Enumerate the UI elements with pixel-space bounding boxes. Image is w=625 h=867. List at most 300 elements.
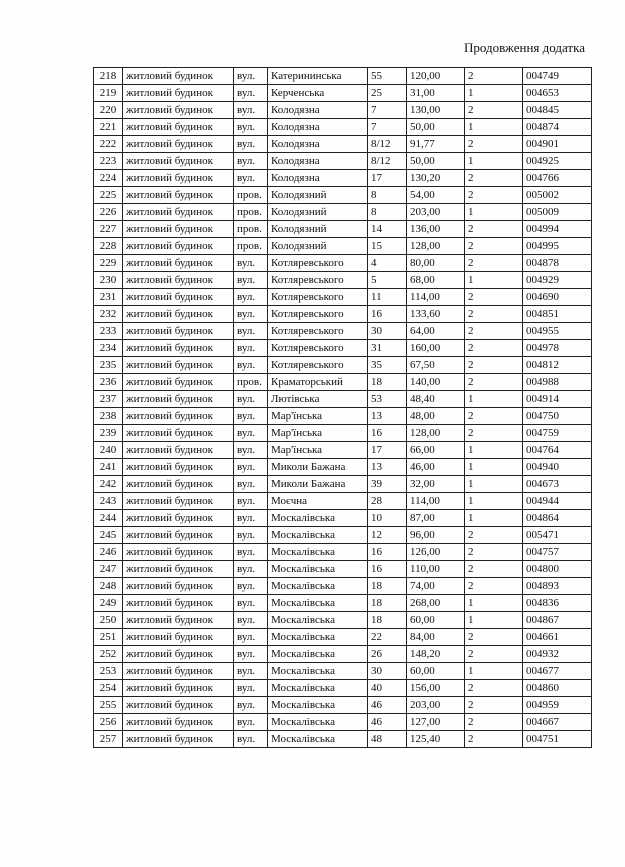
- object-type-cell: житловий будинок: [123, 544, 234, 561]
- rooms-cell: 2: [465, 102, 523, 119]
- house-number-cell: 35: [368, 357, 407, 374]
- street-type-cell: вул.: [234, 85, 268, 102]
- house-number-cell: 8/12: [368, 153, 407, 170]
- code-cell: 004764: [523, 442, 592, 459]
- table-row: [94, 408, 592, 425]
- code-cell: 004836: [523, 595, 592, 612]
- rooms-cell: 2: [465, 646, 523, 663]
- table-row: [94, 238, 592, 255]
- row-number-cell: 225: [94, 187, 123, 204]
- table-row: [94, 425, 592, 442]
- code-cell: 004766: [523, 170, 592, 187]
- house-number-cell: 28: [368, 493, 407, 510]
- object-type-cell: житловий будинок: [123, 595, 234, 612]
- street-name-cell: Москалівська: [268, 612, 368, 629]
- street-name-cell: Москалівська: [268, 544, 368, 561]
- rooms-cell: 1: [465, 459, 523, 476]
- area-cell: 91,77: [407, 136, 465, 153]
- row-number-cell: 248: [94, 578, 123, 595]
- code-cell: 004757: [523, 544, 592, 561]
- house-number-cell: 30: [368, 323, 407, 340]
- street-type-cell: пров.: [234, 374, 268, 391]
- table-row: [94, 272, 592, 289]
- street-name-cell: Колодязна: [268, 102, 368, 119]
- code-cell: 004751: [523, 731, 592, 748]
- rooms-cell: 1: [465, 85, 523, 102]
- rooms-cell: 1: [465, 153, 523, 170]
- street-name-cell: Миколи Бажана: [268, 476, 368, 493]
- street-type-cell: вул.: [234, 408, 268, 425]
- rooms-cell: 2: [465, 425, 523, 442]
- area-cell: 148,20: [407, 646, 465, 663]
- street-name-cell: Колодязна: [268, 119, 368, 136]
- code-cell: 004851: [523, 306, 592, 323]
- area-cell: 133,60: [407, 306, 465, 323]
- area-cell: 128,00: [407, 238, 465, 255]
- street-type-cell: пров.: [234, 204, 268, 221]
- street-type-cell: пров.: [234, 238, 268, 255]
- house-number-cell: 13: [368, 459, 407, 476]
- area-cell: 140,00: [407, 374, 465, 391]
- street-name-cell: Москалівська: [268, 646, 368, 663]
- code-cell: 004925: [523, 153, 592, 170]
- street-type-cell: вул.: [234, 493, 268, 510]
- object-type-cell: житловий будинок: [123, 374, 234, 391]
- area-cell: 60,00: [407, 612, 465, 629]
- house-number-cell: 8: [368, 187, 407, 204]
- rooms-cell: 2: [465, 544, 523, 561]
- area-cell: 48,40: [407, 391, 465, 408]
- street-name-cell: Миколи Бажана: [268, 459, 368, 476]
- object-type-cell: житловий будинок: [123, 697, 234, 714]
- table-body: [94, 68, 592, 748]
- street-name-cell: Котляревського: [268, 340, 368, 357]
- street-type-cell: вул.: [234, 646, 268, 663]
- object-type-cell: житловий будинок: [123, 306, 234, 323]
- area-cell: 127,00: [407, 714, 465, 731]
- row-number-cell: 251: [94, 629, 123, 646]
- house-number-cell: 4: [368, 255, 407, 272]
- row-number-cell: 249: [94, 595, 123, 612]
- street-type-cell: вул.: [234, 714, 268, 731]
- code-cell: 005009: [523, 204, 592, 221]
- area-cell: 32,00: [407, 476, 465, 493]
- object-type-cell: житловий будинок: [123, 221, 234, 238]
- rooms-cell: 2: [465, 374, 523, 391]
- row-number-cell: 218: [94, 68, 123, 85]
- area-cell: 126,00: [407, 544, 465, 561]
- object-type-cell: житловий будинок: [123, 289, 234, 306]
- area-cell: 120,00: [407, 68, 465, 85]
- table-row: [94, 612, 592, 629]
- row-number-cell: 230: [94, 272, 123, 289]
- table-row: [94, 459, 592, 476]
- code-cell: 004901: [523, 136, 592, 153]
- table-row: [94, 85, 592, 102]
- table-row: [94, 221, 592, 238]
- street-type-cell: вул.: [234, 340, 268, 357]
- street-type-cell: вул.: [234, 527, 268, 544]
- street-type-cell: вул.: [234, 391, 268, 408]
- street-name-cell: Керченська: [268, 85, 368, 102]
- house-number-cell: 55: [368, 68, 407, 85]
- street-type-cell: вул.: [234, 425, 268, 442]
- house-number-cell: 46: [368, 697, 407, 714]
- object-type-cell: житловий будинок: [123, 408, 234, 425]
- area-cell: 125,40: [407, 731, 465, 748]
- object-type-cell: житловий будинок: [123, 459, 234, 476]
- rooms-cell: 1: [465, 204, 523, 221]
- street-name-cell: Москалівська: [268, 527, 368, 544]
- street-type-cell: вул.: [234, 663, 268, 680]
- housing-registry-table: [93, 67, 592, 748]
- object-type-cell: житловий будинок: [123, 323, 234, 340]
- area-cell: 87,00: [407, 510, 465, 527]
- row-number-cell: 219: [94, 85, 123, 102]
- code-cell: 004994: [523, 221, 592, 238]
- table-row: [94, 357, 592, 374]
- object-type-cell: житловий будинок: [123, 527, 234, 544]
- house-number-cell: 39: [368, 476, 407, 493]
- house-number-cell: 11: [368, 289, 407, 306]
- table-row: [94, 136, 592, 153]
- object-type-cell: житловий будинок: [123, 425, 234, 442]
- area-cell: 114,00: [407, 493, 465, 510]
- code-cell: 004940: [523, 459, 592, 476]
- area-cell: 114,00: [407, 289, 465, 306]
- table-row: [94, 561, 592, 578]
- area-cell: 160,00: [407, 340, 465, 357]
- row-number-cell: 220: [94, 102, 123, 119]
- table-row: [94, 289, 592, 306]
- house-number-cell: 13: [368, 408, 407, 425]
- table-row: [94, 442, 592, 459]
- street-name-cell: Москалівська: [268, 629, 368, 646]
- house-number-cell: 8/12: [368, 136, 407, 153]
- area-cell: 128,00: [407, 425, 465, 442]
- code-cell: 004932: [523, 646, 592, 663]
- rooms-cell: 1: [465, 272, 523, 289]
- street-name-cell: Мар'їнська: [268, 442, 368, 459]
- code-cell: 004988: [523, 374, 592, 391]
- object-type-cell: житловий будинок: [123, 170, 234, 187]
- object-type-cell: житловий будинок: [123, 85, 234, 102]
- house-number-cell: 46: [368, 714, 407, 731]
- code-cell: 004673: [523, 476, 592, 493]
- rooms-cell: 1: [465, 595, 523, 612]
- street-name-cell: Колодязна: [268, 153, 368, 170]
- row-number-cell: 226: [94, 204, 123, 221]
- code-cell: 004878: [523, 255, 592, 272]
- code-cell: 004677: [523, 663, 592, 680]
- area-cell: 130,00: [407, 102, 465, 119]
- area-cell: 74,00: [407, 578, 465, 595]
- row-number-cell: 243: [94, 493, 123, 510]
- house-number-cell: 7: [368, 102, 407, 119]
- street-type-cell: вул.: [234, 510, 268, 527]
- house-number-cell: 16: [368, 561, 407, 578]
- street-type-cell: вул.: [234, 476, 268, 493]
- code-cell: 004874: [523, 119, 592, 136]
- row-number-cell: 237: [94, 391, 123, 408]
- rooms-cell: 2: [465, 68, 523, 85]
- street-name-cell: Москалівська: [268, 578, 368, 595]
- rooms-cell: 2: [465, 578, 523, 595]
- street-name-cell: Москалівська: [268, 680, 368, 697]
- street-type-cell: вул.: [234, 612, 268, 629]
- street-name-cell: Колодязний: [268, 204, 368, 221]
- table-row: [94, 680, 592, 697]
- rooms-cell: 2: [465, 629, 523, 646]
- row-number-cell: 232: [94, 306, 123, 323]
- object-type-cell: житловий будинок: [123, 629, 234, 646]
- code-cell: 004750: [523, 408, 592, 425]
- object-type-cell: житловий будинок: [123, 255, 234, 272]
- object-type-cell: житловий будинок: [123, 612, 234, 629]
- rooms-cell: 2: [465, 731, 523, 748]
- table-row: [94, 493, 592, 510]
- rooms-cell: 2: [465, 323, 523, 340]
- object-type-cell: житловий будинок: [123, 102, 234, 119]
- object-type-cell: житловий будинок: [123, 578, 234, 595]
- table-row: [94, 68, 592, 85]
- row-number-cell: 240: [94, 442, 123, 459]
- rooms-cell: 1: [465, 119, 523, 136]
- house-number-cell: 15: [368, 238, 407, 255]
- street-name-cell: Москалівська: [268, 510, 368, 527]
- table-row: [94, 153, 592, 170]
- street-type-cell: вул.: [234, 119, 268, 136]
- street-name-cell: Котляревського: [268, 306, 368, 323]
- area-cell: 67,50: [407, 357, 465, 374]
- table-row: [94, 476, 592, 493]
- table-row: [94, 629, 592, 646]
- object-type-cell: житловий будинок: [123, 476, 234, 493]
- table-row: [94, 170, 592, 187]
- rooms-cell: 2: [465, 289, 523, 306]
- code-cell: 004978: [523, 340, 592, 357]
- street-type-cell: вул.: [234, 289, 268, 306]
- house-number-cell: 8: [368, 204, 407, 221]
- street-name-cell: Котляревського: [268, 323, 368, 340]
- code-cell: 004653: [523, 85, 592, 102]
- object-type-cell: житловий будинок: [123, 493, 234, 510]
- house-number-cell: 30: [368, 663, 407, 680]
- area-cell: 46,00: [407, 459, 465, 476]
- area-cell: 50,00: [407, 119, 465, 136]
- street-name-cell: Москалівська: [268, 595, 368, 612]
- rooms-cell: 2: [465, 561, 523, 578]
- street-type-cell: вул.: [234, 595, 268, 612]
- house-number-cell: 18: [368, 578, 407, 595]
- street-type-cell: пров.: [234, 221, 268, 238]
- street-type-cell: вул.: [234, 629, 268, 646]
- rooms-cell: 2: [465, 306, 523, 323]
- row-number-cell: 227: [94, 221, 123, 238]
- rooms-cell: 2: [465, 697, 523, 714]
- house-number-cell: 16: [368, 306, 407, 323]
- rooms-cell: 1: [465, 476, 523, 493]
- code-cell: 004690: [523, 289, 592, 306]
- table-row: [94, 204, 592, 221]
- house-number-cell: 53: [368, 391, 407, 408]
- street-name-cell: Москалівська: [268, 714, 368, 731]
- row-number-cell: 223: [94, 153, 123, 170]
- table-row: [94, 510, 592, 527]
- code-cell: 004864: [523, 510, 592, 527]
- row-number-cell: 241: [94, 459, 123, 476]
- rooms-cell: 2: [465, 187, 523, 204]
- table-row: [94, 187, 592, 204]
- table-row: [94, 544, 592, 561]
- code-cell: 005002: [523, 187, 592, 204]
- code-cell: 004845: [523, 102, 592, 119]
- code-cell: 004860: [523, 680, 592, 697]
- code-cell: 004955: [523, 323, 592, 340]
- street-name-cell: Колодязна: [268, 136, 368, 153]
- house-number-cell: 25: [368, 85, 407, 102]
- street-name-cell: Москалівська: [268, 731, 368, 748]
- rooms-cell: 2: [465, 714, 523, 731]
- street-name-cell: Колодязна: [268, 170, 368, 187]
- rooms-cell: 1: [465, 510, 523, 527]
- row-number-cell: 256: [94, 714, 123, 731]
- code-cell: 004667: [523, 714, 592, 731]
- area-cell: 68,00: [407, 272, 465, 289]
- table-row: [94, 391, 592, 408]
- rooms-cell: 1: [465, 391, 523, 408]
- row-number-cell: 221: [94, 119, 123, 136]
- row-number-cell: 231: [94, 289, 123, 306]
- object-type-cell: житловий будинок: [123, 663, 234, 680]
- house-number-cell: 18: [368, 374, 407, 391]
- area-cell: 66,00: [407, 442, 465, 459]
- table-row: [94, 714, 592, 731]
- street-type-cell: вул.: [234, 680, 268, 697]
- area-cell: 80,00: [407, 255, 465, 272]
- rooms-cell: 1: [465, 442, 523, 459]
- table-row: [94, 340, 592, 357]
- table-row: [94, 578, 592, 595]
- street-name-cell: Моєчна: [268, 493, 368, 510]
- row-number-cell: 242: [94, 476, 123, 493]
- table-row: [94, 646, 592, 663]
- table-row: [94, 663, 592, 680]
- rooms-cell: 2: [465, 136, 523, 153]
- street-name-cell: Мар'їнська: [268, 425, 368, 442]
- rooms-cell: 2: [465, 340, 523, 357]
- area-cell: 96,00: [407, 527, 465, 544]
- code-cell: 004867: [523, 612, 592, 629]
- house-number-cell: 22: [368, 629, 407, 646]
- area-cell: 60,00: [407, 663, 465, 680]
- area-cell: 50,00: [407, 153, 465, 170]
- street-name-cell: Лютівська: [268, 391, 368, 408]
- object-type-cell: житловий будинок: [123, 680, 234, 697]
- street-type-cell: вул.: [234, 442, 268, 459]
- street-name-cell: Москалівська: [268, 561, 368, 578]
- object-type-cell: житловий будинок: [123, 442, 234, 459]
- house-number-cell: 16: [368, 544, 407, 561]
- rooms-cell: 1: [465, 493, 523, 510]
- object-type-cell: житловий будинок: [123, 340, 234, 357]
- table-row: [94, 102, 592, 119]
- row-number-cell: 235: [94, 357, 123, 374]
- area-cell: 136,00: [407, 221, 465, 238]
- street-name-cell: Колодязний: [268, 187, 368, 204]
- house-number-cell: 17: [368, 170, 407, 187]
- code-cell: 004929: [523, 272, 592, 289]
- house-number-cell: 5: [368, 272, 407, 289]
- area-cell: 54,00: [407, 187, 465, 204]
- street-type-cell: вул.: [234, 255, 268, 272]
- row-number-cell: 224: [94, 170, 123, 187]
- street-type-cell: вул.: [234, 306, 268, 323]
- row-number-cell: 236: [94, 374, 123, 391]
- street-type-cell: вул.: [234, 731, 268, 748]
- street-name-cell: Катерининська: [268, 68, 368, 85]
- row-number-cell: 250: [94, 612, 123, 629]
- object-type-cell: житловий будинок: [123, 119, 234, 136]
- object-type-cell: житловий будинок: [123, 153, 234, 170]
- object-type-cell: житловий будинок: [123, 731, 234, 748]
- row-number-cell: 252: [94, 646, 123, 663]
- object-type-cell: житловий будинок: [123, 714, 234, 731]
- object-type-cell: житловий будинок: [123, 187, 234, 204]
- table-row: [94, 255, 592, 272]
- row-number-cell: 228: [94, 238, 123, 255]
- house-number-cell: 48: [368, 731, 407, 748]
- code-cell: 004944: [523, 493, 592, 510]
- area-cell: 156,00: [407, 680, 465, 697]
- code-cell: 004995: [523, 238, 592, 255]
- area-cell: 31,00: [407, 85, 465, 102]
- code-cell: 004661: [523, 629, 592, 646]
- street-type-cell: вул.: [234, 323, 268, 340]
- row-number-cell: 257: [94, 731, 123, 748]
- object-type-cell: житловий будинок: [123, 68, 234, 85]
- house-number-cell: 7: [368, 119, 407, 136]
- house-number-cell: 26: [368, 646, 407, 663]
- street-type-cell: вул.: [234, 170, 268, 187]
- rooms-cell: 2: [465, 170, 523, 187]
- object-type-cell: житловий будинок: [123, 510, 234, 527]
- street-type-cell: вул.: [234, 578, 268, 595]
- row-number-cell: 247: [94, 561, 123, 578]
- rooms-cell: 1: [465, 663, 523, 680]
- row-number-cell: 254: [94, 680, 123, 697]
- code-cell: 004812: [523, 357, 592, 374]
- row-number-cell: 229: [94, 255, 123, 272]
- row-number-cell: 253: [94, 663, 123, 680]
- street-name-cell: Мар'їнська: [268, 408, 368, 425]
- street-name-cell: Котляревського: [268, 289, 368, 306]
- street-type-cell: вул.: [234, 102, 268, 119]
- object-type-cell: житловий будинок: [123, 357, 234, 374]
- area-cell: 48,00: [407, 408, 465, 425]
- object-type-cell: житловий будинок: [123, 204, 234, 221]
- code-cell: 004800: [523, 561, 592, 578]
- street-name-cell: Москалівська: [268, 697, 368, 714]
- house-number-cell: 18: [368, 612, 407, 629]
- area-cell: 203,00: [407, 204, 465, 221]
- table-row: [94, 323, 592, 340]
- house-number-cell: 16: [368, 425, 407, 442]
- row-number-cell: 244: [94, 510, 123, 527]
- street-type-cell: вул.: [234, 136, 268, 153]
- object-type-cell: житловий будинок: [123, 136, 234, 153]
- area-cell: 110,00: [407, 561, 465, 578]
